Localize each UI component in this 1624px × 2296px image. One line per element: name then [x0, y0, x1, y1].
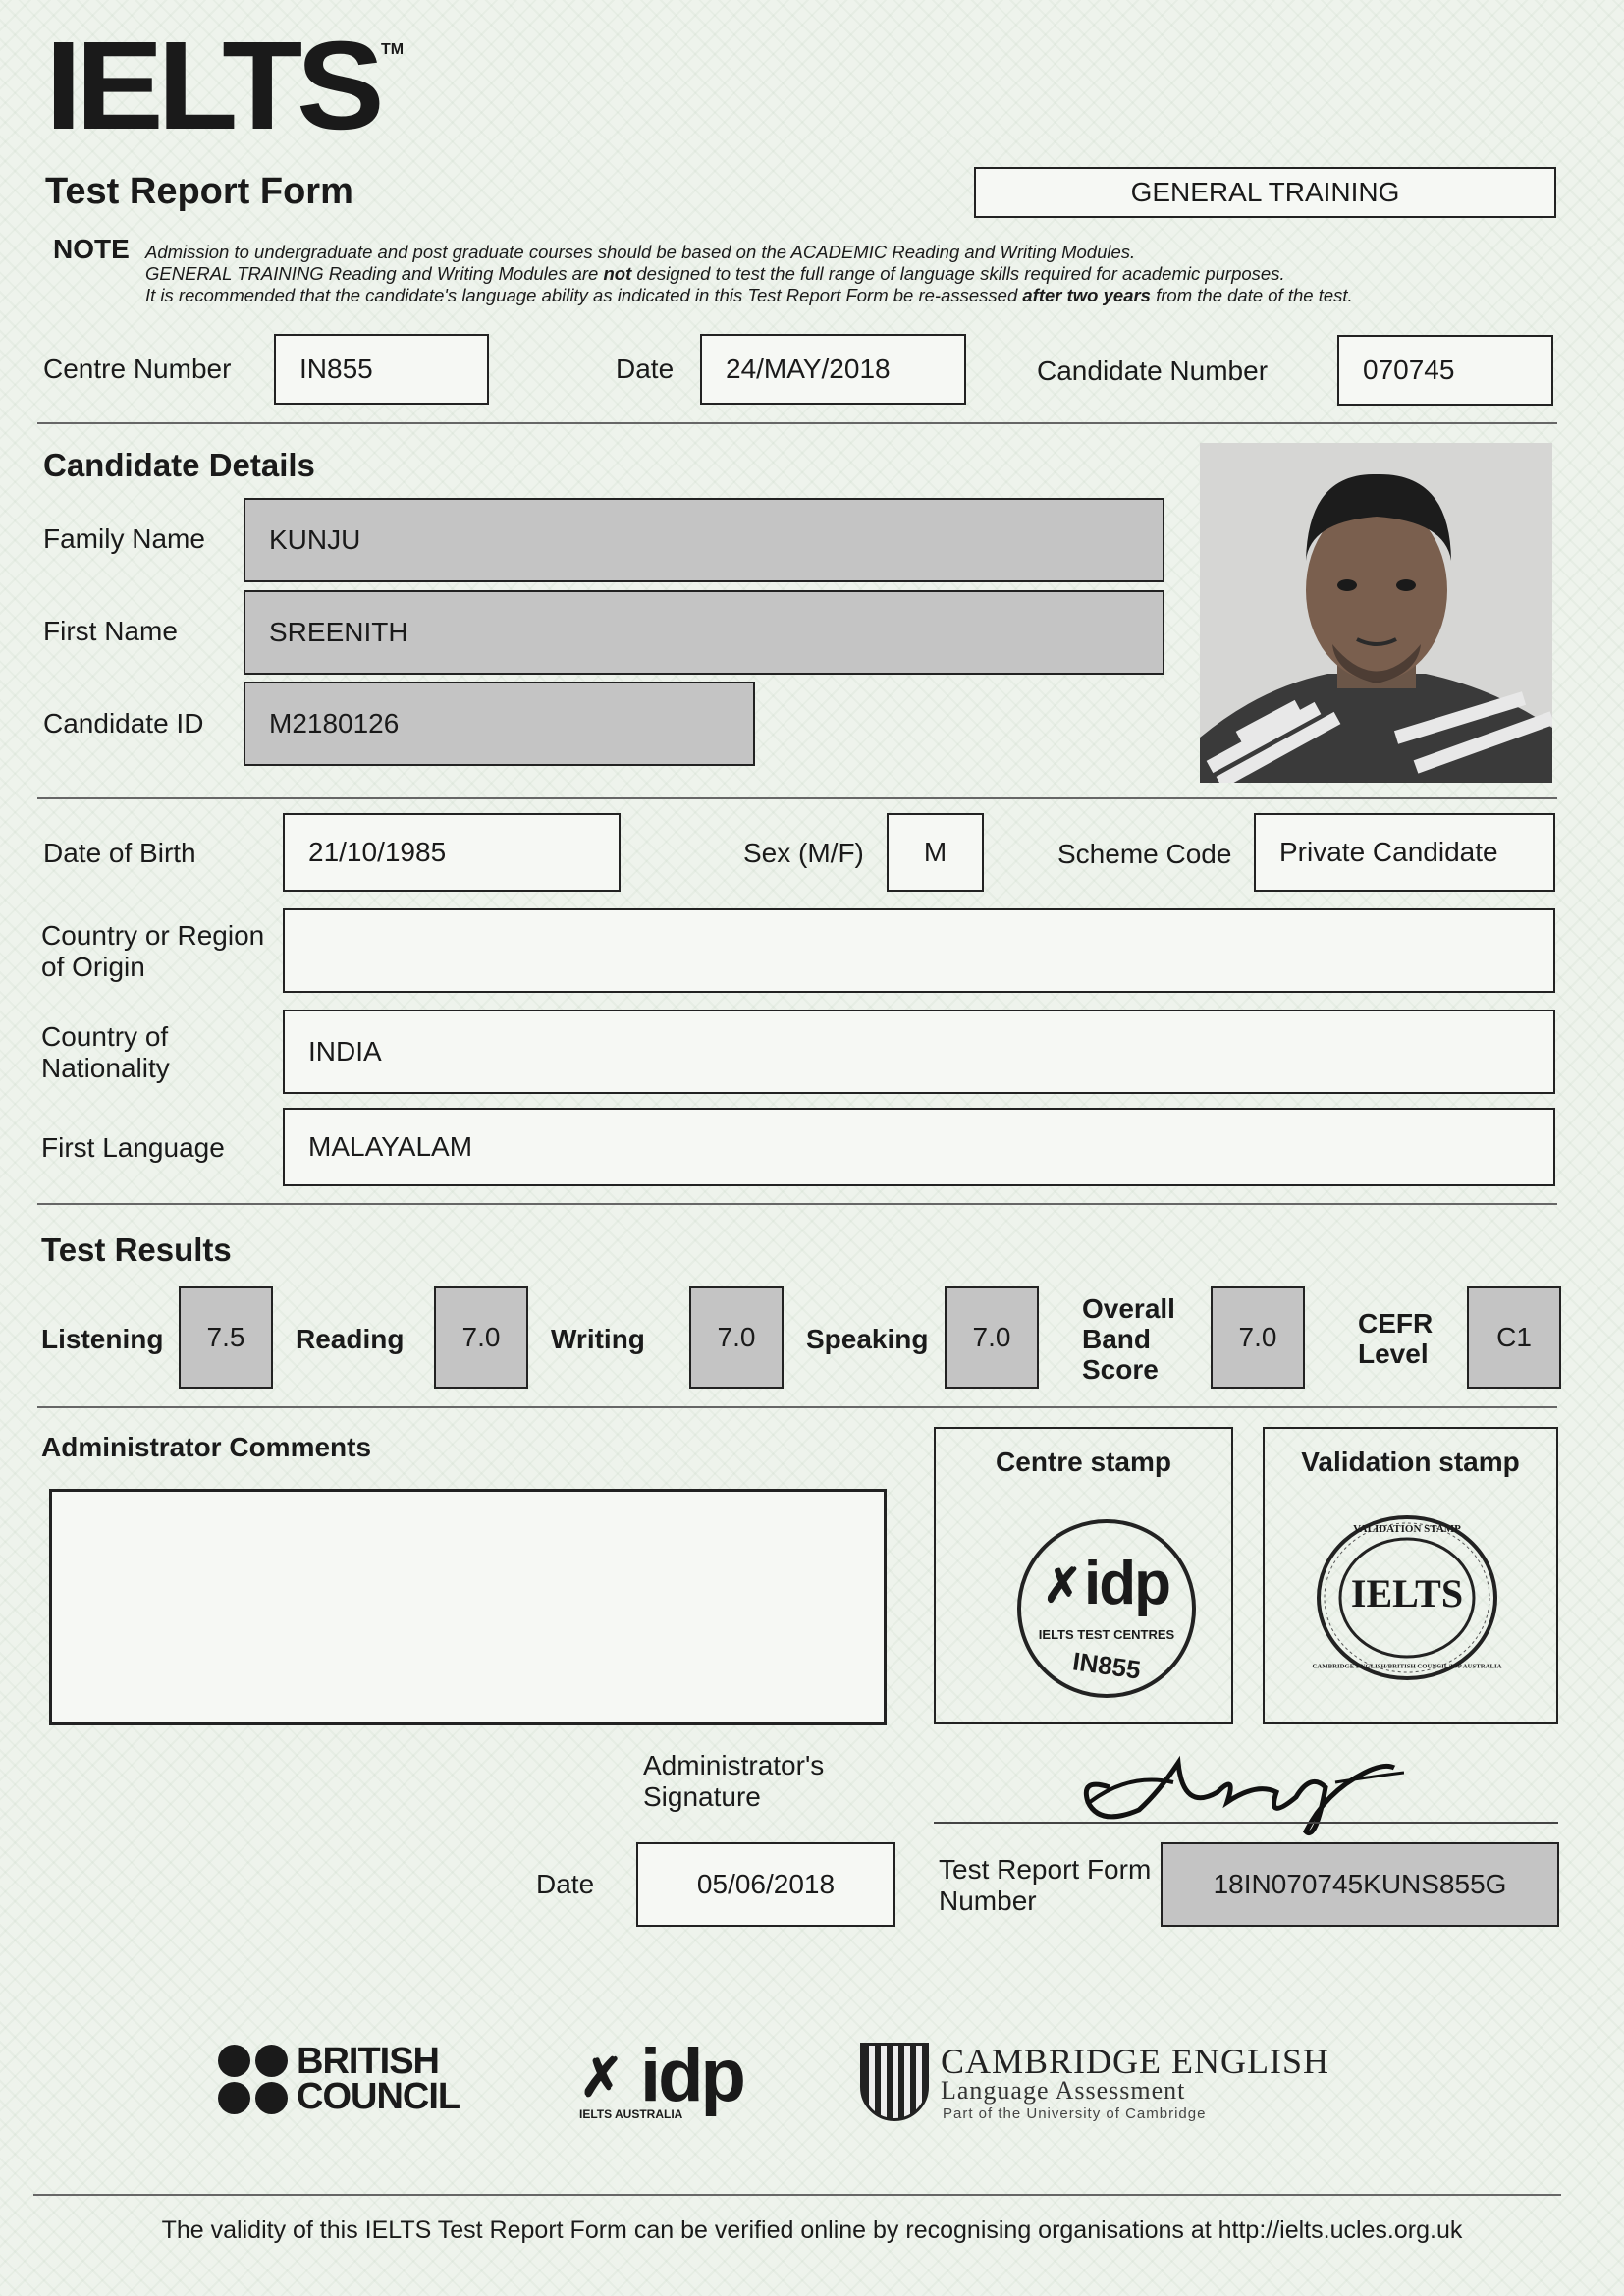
centre-number-value: IN855	[299, 354, 373, 384]
cefr-level-label: CEFR Level	[1358, 1308, 1434, 1369]
cambridge-text-1: CAMBRIDGE ENGLISH	[941, 2042, 1330, 2081]
note-line-3c: from the date of the test.	[1150, 285, 1353, 305]
sex-field	[887, 813, 984, 892]
note-line-3b: after two years	[1022, 285, 1151, 305]
signature-line	[934, 1822, 1558, 1824]
validation-stamp-ring-top: VALIDATION STAMP	[1353, 1523, 1461, 1535]
reading-score-value: 7.0	[461, 1322, 501, 1352]
writing-label: Writing	[551, 1324, 645, 1354]
family-name-label: Family Name	[43, 523, 205, 554]
cefr-level-score-value: C1	[1496, 1322, 1532, 1352]
note-line-2	[145, 263, 1285, 285]
test-results-title: Test Results	[41, 1231, 232, 1268]
validation-stamp-seal	[1314, 1513, 1500, 1682]
dob-label: Date of Birth	[43, 838, 196, 868]
scheme-code-label: Scheme Code	[1057, 839, 1232, 869]
british-council-logo	[218, 2041, 460, 2117]
cambridge-shield-icon	[860, 2043, 929, 2121]
first-name-value: SREENITH	[269, 617, 408, 647]
idp-logo-text: idp	[640, 2034, 743, 2117]
note-line-2b: not	[603, 263, 632, 284]
validation-stamp-box	[1263, 1427, 1558, 1724]
candidate-id-label: Candidate ID	[43, 708, 204, 738]
family-name-value: KUNJU	[269, 524, 361, 555]
candidate-number-label: Candidate Number	[1037, 355, 1269, 386]
note-line-3	[145, 285, 1353, 306]
reading-score	[434, 1286, 528, 1389]
overall-band-score-value: 7.0	[1238, 1322, 1277, 1352]
candidate-id-field	[244, 682, 755, 766]
validation-stamp-main: IELTS	[1350, 1571, 1464, 1615]
admin-date-value: 05/06/2018	[696, 1869, 836, 1899]
admin-signature-label: Administrator's Signature	[643, 1750, 825, 1812]
origin-field	[283, 908, 1555, 993]
note-line-1: Admission to undergraduate and post graduate courses should be based on the ACADEMIC Reading and Writing Modules.	[145, 242, 1136, 262]
british-council-dots-icon	[218, 2045, 289, 2115]
admin-comments-box	[49, 1489, 887, 1725]
listening-score	[179, 1286, 273, 1389]
trf-number-field	[1161, 1842, 1559, 1927]
writing-score-value: 7.0	[717, 1322, 756, 1352]
validation-stamp-title: Validation stamp	[1301, 1447, 1520, 1477]
module-value: GENERAL TRAINING	[1130, 177, 1400, 207]
sex-label: Sex (M/F)	[743, 838, 864, 868]
cambridge-logo	[858, 2041, 1369, 2129]
scheme-code-field	[1254, 813, 1555, 892]
dob-value: 21/10/1985	[308, 837, 447, 867]
family-name-field	[244, 498, 1164, 582]
admin-comments-title: Administrator Comments	[41, 1432, 372, 1462]
first-name-field	[244, 590, 1164, 675]
candidate-number-value: 070745	[1363, 355, 1455, 385]
speaking-label: Speaking	[806, 1324, 929, 1354]
overall-band-score	[1211, 1286, 1305, 1389]
admin-date-field	[636, 1842, 895, 1927]
first-language-value: MALAYALAM	[308, 1131, 473, 1162]
centre-number-label: Centre Number	[43, 354, 232, 384]
centre-number-field	[274, 334, 489, 405]
first-language-field	[283, 1108, 1555, 1186]
module-box	[974, 167, 1556, 218]
idp-logo	[577, 2034, 754, 2129]
footer-text: The validity of this IELTS Test Report Form can be verified online by recognising organisations at http://ielts.ucles.org.uk	[161, 2216, 1463, 2244]
ielts-logo-text: IELTS	[45, 16, 379, 156]
scheme-code-value: Private Candidate	[1279, 837, 1498, 867]
listening-label: Listening	[41, 1324, 164, 1354]
cefr-level-score	[1467, 1286, 1561, 1389]
candidate-details-title: Candidate Details	[43, 447, 315, 483]
nationality-field	[283, 1010, 1555, 1094]
footer-divider	[33, 2194, 1561, 2196]
centre-stamp-brand: idp	[1084, 1550, 1169, 1617]
admin-date-label: Date	[536, 1869, 595, 1899]
candidate-number-field	[1337, 335, 1553, 406]
centre-stamp-sub: IELTS TEST CENTRES	[1038, 1627, 1175, 1642]
nationality-value: INDIA	[308, 1036, 382, 1066]
first-name-label: First Name	[43, 616, 178, 646]
centre-stamp-code: IN855	[1070, 1646, 1143, 1685]
origin-label: Country or Region of Origin	[41, 920, 265, 982]
divider-1	[37, 422, 1557, 424]
ielts-logo	[45, 16, 379, 156]
candidate-photo-portrait	[1200, 443, 1552, 783]
note-line-2c: designed to test the full range of language skills required for academic purposes.	[631, 263, 1285, 284]
idp-swirl-logo-icon: ✗	[579, 2049, 624, 2107]
note-line-2a: GENERAL TRAINING Reading and Writing Modules are	[145, 263, 604, 284]
idp-swirl-icon: ✗	[1043, 1560, 1083, 1613]
listening-score-value: 7.5	[206, 1322, 245, 1352]
candidate-photo	[1200, 443, 1552, 783]
note-label: NOTE	[53, 234, 130, 264]
cambridge-text-3: Part of the University of Cambridge	[943, 2105, 1207, 2122]
centre-stamp-title: Centre stamp	[996, 1447, 1171, 1477]
admin-signature	[1070, 1733, 1404, 1851]
trademark-mark: TM	[381, 41, 405, 58]
cambridge-text-2: Language Assessment	[941, 2076, 1186, 2105]
reading-label: Reading	[296, 1324, 405, 1354]
writing-score	[689, 1286, 784, 1389]
sex-value: M	[923, 837, 947, 867]
overall-band-label: Overall Band Score	[1082, 1293, 1175, 1385]
speaking-score	[945, 1286, 1039, 1389]
centre-stamp-box	[934, 1427, 1233, 1724]
date-label: Date	[616, 354, 675, 384]
divider-3	[37, 1203, 1557, 1205]
test-date-field	[700, 334, 966, 405]
british-council-text-2: COUNCIL	[297, 2076, 460, 2117]
idp-logo-sub: IELTS AUSTRALIA	[579, 2107, 683, 2121]
validation-stamp-ring-bottom: CAMBRIDGE ENGLISH/BRITISH COUNCIL/IDP AUSTRALIA	[1312, 1662, 1502, 1669]
test-date-value: 24/MAY/2018	[726, 354, 891, 384]
form-title: Test Report Form	[45, 171, 353, 212]
first-language-label: First Language	[41, 1132, 225, 1163]
dob-field	[283, 813, 621, 892]
speaking-score-value: 7.0	[972, 1322, 1011, 1352]
centre-stamp-seal	[1017, 1519, 1196, 1698]
divider-4	[37, 1406, 1557, 1408]
trf-number-value: 18IN070745KUNS855G	[1213, 1869, 1507, 1899]
note-line-3a: It is recommended that the candidate's language ability as indicated in this Test Report Form be re-assessed	[145, 285, 1023, 305]
british-council-text-1: BRITISH	[297, 2041, 439, 2082]
trf-number-label: Test Report Form Number	[939, 1854, 1152, 1916]
nationality-label: Country of Nationality	[41, 1021, 170, 1083]
candidate-id-value: M2180126	[269, 708, 400, 738]
divider-2	[37, 797, 1557, 799]
